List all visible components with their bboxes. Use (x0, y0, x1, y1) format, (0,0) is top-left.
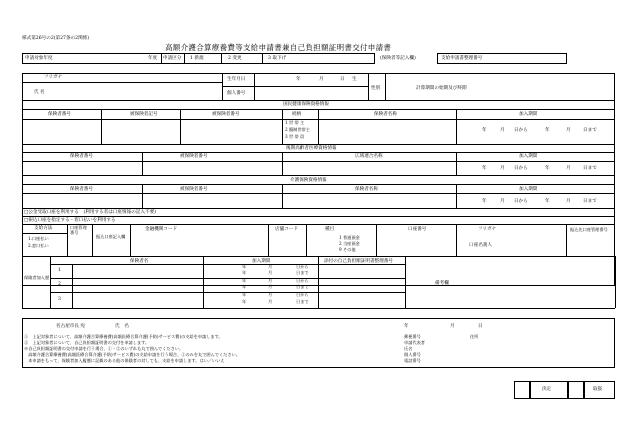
year-suffix: 年度 (148, 56, 158, 61)
nhi-section-title: 国民健康保険資格情報 (283, 102, 329, 107)
care-section-title: 介護保険資格情報 (290, 178, 327, 183)
designated-account-option[interactable]: □振込口座を指定する・窓口払いを利用する (24, 218, 116, 223)
holder-furigana: フリガナ (478, 227, 497, 232)
deposit-kind-label: 種目 (325, 227, 335, 232)
bank-code-label: 金融機関コード (145, 227, 178, 232)
insurer-entry-label: (保険者等記入欄) (380, 56, 416, 61)
insurer-name-header: 保険者名 (130, 259, 149, 264)
option-change[interactable]: 2 変更 (228, 56, 242, 61)
members-side-label: 保険者加入歴 (24, 275, 50, 280)
option-new[interactable]: 1 新規 (190, 56, 204, 61)
declarant-name-label: 氏 名 (115, 324, 129, 329)
form-title: 高額介護合算療養費等支給申請書兼自己負担額証明書交付申請書 (165, 43, 392, 52)
member-period-header: 加入期間 (252, 259, 271, 264)
sex-label: 性別 (371, 86, 381, 91)
branch-code-label: 店舗コード (275, 227, 298, 232)
holder-no-label: 振込先口座管理番号 (570, 227, 608, 232)
account-kind-label: 振込口座記入欄 (96, 234, 126, 239)
name-label: 氏 名 (34, 90, 45, 95)
category-label: 申請区分 (163, 56, 182, 61)
decision-label: 決定 (542, 387, 552, 392)
remarks-label: 備考欄 (435, 281, 449, 286)
form-number: 様式第26号の2(第27条の2関係) (22, 36, 90, 41)
addressee: 名古屋市長 宛 (56, 324, 86, 329)
account-type-label: 口座管理番号 (70, 225, 87, 235)
public-account-option[interactable]: □公金受取口座を利用する (利用する者は口座情報の記入不要) (24, 210, 156, 215)
option-withdraw[interactable]: 3 取下げ (268, 56, 287, 61)
account-no-label: 口座番号 (408, 227, 427, 232)
period-label: 計算期間の始期及び終期 (416, 86, 467, 91)
form-page: 様式第26号の2(第27条の2関係) 高額介護合算療養費等支給申請書兼自己負担額証明書交付申請書 申請対象年度 年度 申請区分 1 新規 2 変更 3 取下げ (保険者等記入欄) 支給申請書整理番号 フリガナ 氏 名 生年月日 年 月 日 生 個人番号 性別 計算期間の始期及び終期 国民健康保険資格情報 保険者番号 被保険者記号 被保険者番号 続柄 保険者名称 加入期間 1 世 帯 主 2 擬制世帯主 3 世 帯 員 年 月 日から 年 月 日まで 後期高齢者医療資格情報 保険者番号 被保険者番号 広域連合名称 加入期間 年 月 日から 年 月 日まで 介護保険資格情報 保険者番号 被保険者番号 保険者名称 加入期間 年 月 日から 年 月 日まで □公金受取口座を利用する (利用する者は口座情報の記入不要) □振込口座を指定する・窓口払いを利用する 支給方法 1.口座払い 2.窓口払い 口座管理番号 振込口座記入欄 金融機関コード 店舗コード 種目 1 普通預金 2 当座預金 9 その他 口座番号 フリガナ 口座名義人 振込先口座管理番号 保険者加入歴 保険者名 加入期間 添付の自己負担額証明書整理番号 備考欄 1 年 月 日から 年 月 日まで 2 年 月 日から 年 月 日まで 3 年 月 日から 年 月 日まで 名古屋市長 宛 氏 名 年 月 日 ① 上記対象者について、高額介護合算療養費(高額医療合算介護(予防)サービス費)の支給を申請します。 ② 上記対象者について、自己負担額証明書の交付を申請します。 ※自己負担額証明書の交付申請を行う場合、①・②のいずれも丸で囲んでください。 高額介護合算療養費(高額医療合算介護(予防)サービス費)の支給申請を行う場合、①のみを丸で囲んでください。 本申請をもって、保険者加入履歴に記載のある他の保険者の対しても、支給を申請します。はい／いいえ 郵便番号 住所 申請代表者 氏名 個人番号 電話番号 決定 取扱 (0, 0, 630, 439)
holder-label: 口座名義人 (469, 243, 492, 248)
cert-no-header: 添付の自己負担額証明書整理番号 (324, 259, 393, 264)
handling-label: 取扱 (593, 387, 603, 392)
target-year-label: 申請対象年度 (25, 56, 53, 61)
elderly-section-title: 後期高齢者医療資格情報 (286, 146, 337, 151)
method-label: 支給方法 (34, 226, 53, 231)
personal-no-label: 個人番号 (227, 91, 246, 96)
furigana-label: フリガナ (44, 75, 63, 80)
birth-label: 生年月日 (227, 77, 246, 82)
reg-no-label: 支給申請書整理番号 (441, 56, 483, 61)
